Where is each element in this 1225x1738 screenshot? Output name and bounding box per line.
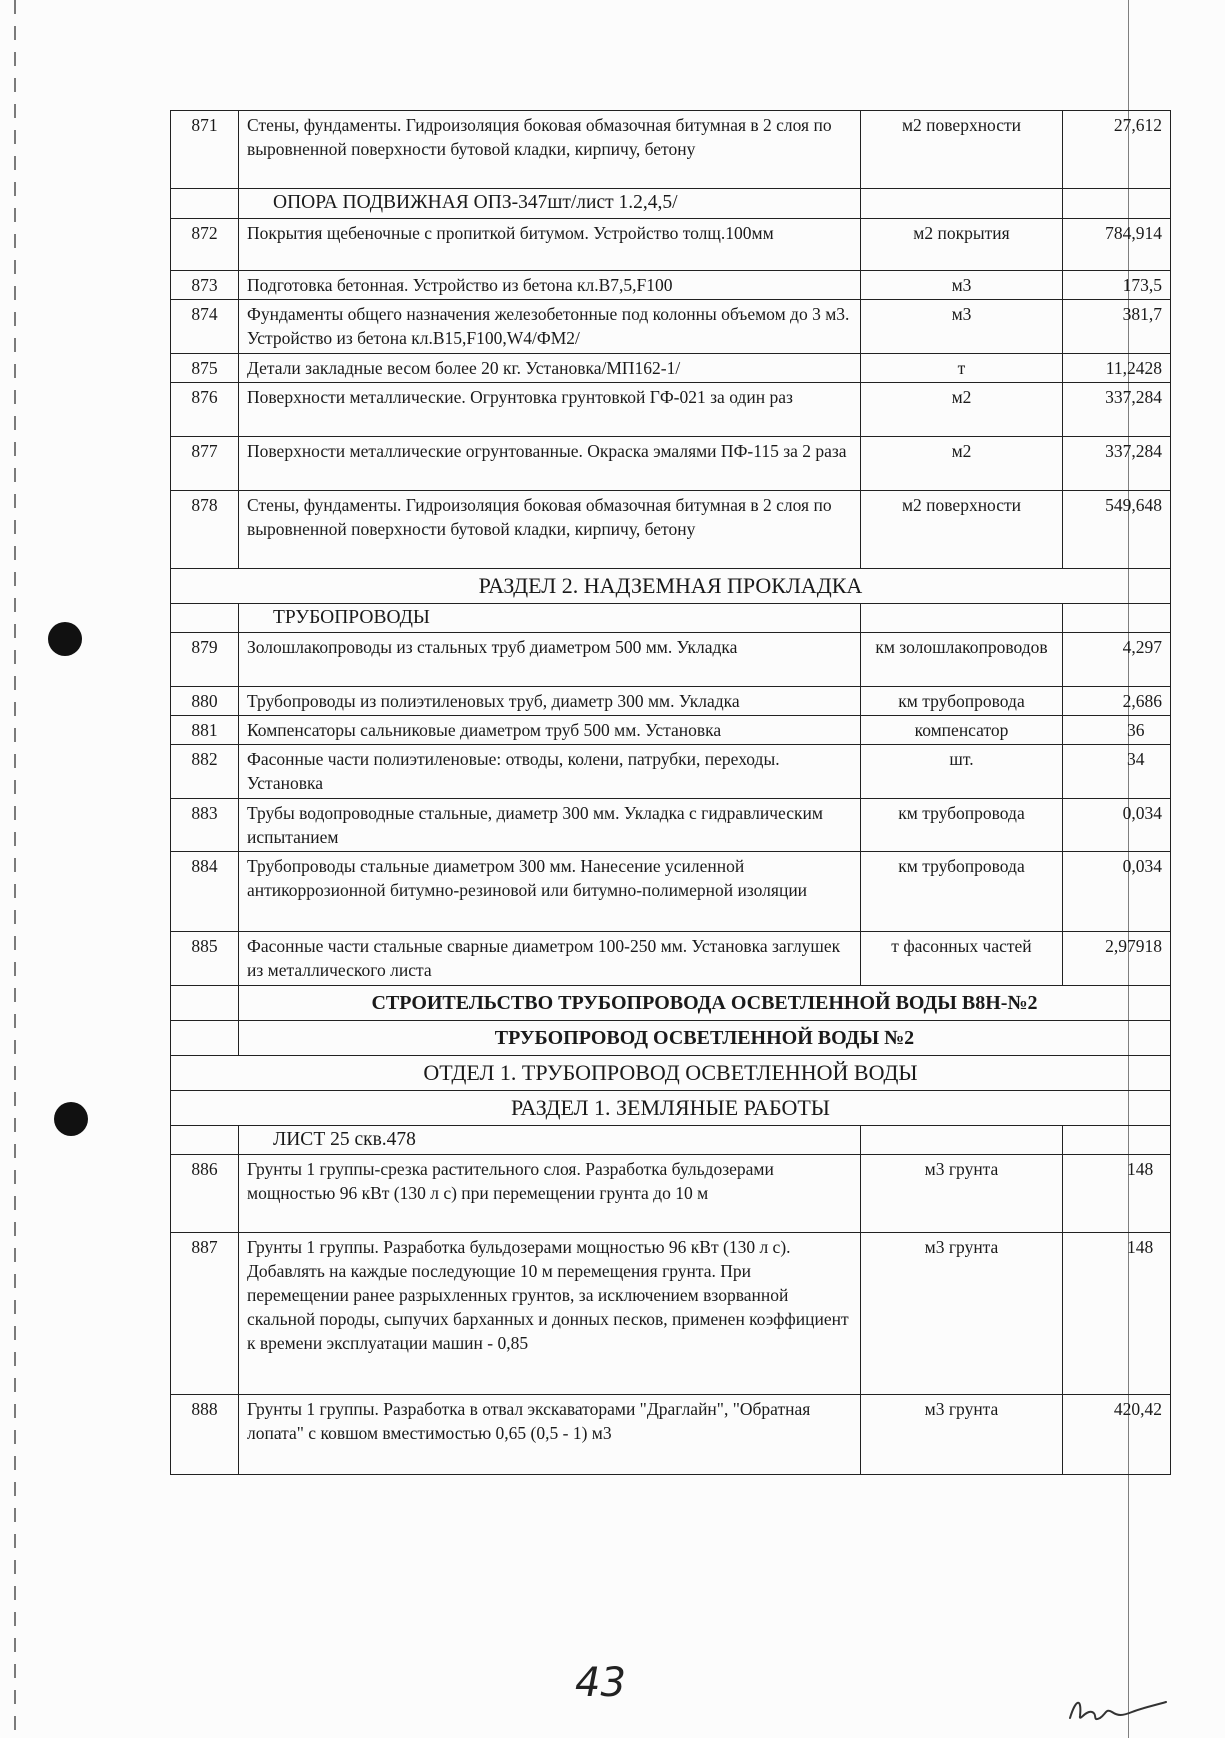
row-unit: км трубопровода	[861, 852, 1063, 932]
row-description: Детали закладные весом более 20 кг. Установка/МП162-1/	[239, 354, 861, 383]
row-quantity: 34	[1063, 745, 1171, 799]
row-description: Поверхности металлические огрунтованные. Окраска эмалями ПФ-115 за 2 раза	[239, 437, 861, 491]
row-quantity: 148	[1063, 1233, 1171, 1395]
row-description: Трубопроводы стальные диаметром 300 мм. Нанесение усиленной антикоррозионной битумно-резиновой или битумно-полимерной изоляции	[239, 852, 861, 932]
table-row	[171, 219, 1171, 271]
row-unit: м2 поверхности	[861, 111, 1063, 189]
row-description: Фундаменты общего назначения железобетонные под колонны объемом до 3 м3. Устройство из бетона кл.В15,F100,W4/ФМ2/	[239, 300, 861, 354]
subheading-row	[171, 189, 1171, 219]
row-description: Компенсаторы сальниковые диаметром труб 500 мм. Установка	[239, 716, 861, 745]
row-quantity: 549,648	[1063, 491, 1171, 569]
estimate-table	[170, 110, 1171, 1475]
row-number: 880	[171, 687, 239, 716]
row-number-empty	[171, 1021, 239, 1056]
row-number: 886	[171, 1155, 239, 1233]
row-unit: м3 грунта	[861, 1233, 1063, 1395]
punch-hole-top	[48, 622, 82, 656]
row-unit: компенсатор	[861, 716, 1063, 745]
table-row	[171, 687, 1171, 716]
row-number-empty	[171, 986, 239, 1021]
row-unit: км трубопровода	[861, 687, 1063, 716]
row-quantity: 4,297	[1063, 633, 1171, 687]
row-description: Покрытия щебеночные с пропиткой битумом. Устройство толщ.100мм	[239, 219, 861, 271]
row-number: 873	[171, 271, 239, 300]
row-quantity: 173,5	[1063, 271, 1171, 300]
row-quantity: 784,914	[1063, 219, 1171, 271]
row-number: 888	[171, 1395, 239, 1475]
row-description: Грунты 1 группы. Разработка в отвал экскаваторами "Драглайн", "Обратная лопата" с ковшом вместимостью 0,65 (0,5 - 1) м3	[239, 1395, 861, 1475]
row-number-empty	[171, 189, 239, 219]
table-row	[171, 1233, 1171, 1395]
row-number: 874	[171, 300, 239, 354]
row-number: 872	[171, 219, 239, 271]
table-row	[171, 383, 1171, 437]
row-description: Поверхности металлические. Огрунтовка грунтовкой ГФ-021 за один раз	[239, 383, 861, 437]
row-unit: м3	[861, 271, 1063, 300]
row-quantity: 2,686	[1063, 687, 1171, 716]
table-row	[171, 799, 1171, 852]
row-unit: м3 грунта	[861, 1395, 1063, 1475]
title-row	[171, 1021, 1171, 1056]
subheading-row	[171, 1126, 1171, 1155]
row-heading: ТРУБОПРОВОД ОСВЕТЛЕННОЙ ВОДЫ №2	[239, 1021, 1171, 1056]
row-heading: РАЗДЕЛ 1. ЗЕМЛЯНЫЕ РАБОТЫ	[171, 1091, 1171, 1126]
row-number: 884	[171, 852, 239, 932]
row-quantity: 27,612	[1063, 111, 1171, 189]
table-row	[171, 633, 1171, 687]
row-number: 877	[171, 437, 239, 491]
section-row	[171, 1091, 1171, 1126]
table-row	[171, 1395, 1171, 1475]
row-heading: ОТДЕЛ 1. ТРУБОПРОВОД ОСВЕТЛЕННОЙ ВОДЫ	[171, 1056, 1171, 1091]
row-description: Трубопроводы из полиэтиленовых труб, диаметр 300 мм. Укладка	[239, 687, 861, 716]
table-row	[171, 491, 1171, 569]
page-number: 43	[575, 1660, 626, 1706]
row-number: 871	[171, 111, 239, 189]
row-number: 879	[171, 633, 239, 687]
row-unit: км трубопровода	[861, 799, 1063, 852]
row-quantity: 381,7	[1063, 300, 1171, 354]
scan-edge-left	[14, 0, 16, 1738]
section-row	[171, 1056, 1171, 1091]
table-row	[171, 354, 1171, 383]
subheading-row	[171, 604, 1171, 633]
table-row	[171, 271, 1171, 300]
row-unit: т	[861, 354, 1063, 383]
row-quantity-empty	[1063, 604, 1171, 633]
row-quantity: 337,284	[1063, 437, 1171, 491]
row-quantity: 36	[1063, 716, 1171, 745]
row-unit: м2	[861, 383, 1063, 437]
row-heading: ТРУБОПРОВОДЫ	[239, 604, 861, 633]
table-row	[171, 745, 1171, 799]
row-unit: шт.	[861, 745, 1063, 799]
row-heading: РАЗДЕЛ 2. НАДЗЕМНАЯ ПРОКЛАДКА	[171, 569, 1171, 604]
row-quantity: 337,284	[1063, 383, 1171, 437]
row-number-empty	[171, 1126, 239, 1155]
row-description: Стены, фундаменты. Гидроизоляция боковая обмазочная битумная в 2 слоя по выровненной поверхности бутовой кладки, кирпичу, бетону	[239, 111, 861, 189]
row-number-empty	[171, 604, 239, 633]
row-number: 881	[171, 716, 239, 745]
row-quantity: 0,034	[1063, 799, 1171, 852]
row-unit: м3 грунта	[861, 1155, 1063, 1233]
table-row	[171, 111, 1171, 189]
estimate-table-body	[171, 111, 1171, 1475]
signature	[1062, 1688, 1172, 1728]
row-unit: м2	[861, 437, 1063, 491]
punch-hole-bottom	[54, 1102, 88, 1136]
section-row	[171, 569, 1171, 604]
row-unit: м3	[861, 300, 1063, 354]
row-number: 876	[171, 383, 239, 437]
row-quantity-empty	[1063, 1126, 1171, 1155]
row-heading: ОПОРА ПОДВИЖНАЯ ОПЗ-347шт/лист 1.2,4,5/	[239, 189, 861, 219]
row-unit-empty	[861, 604, 1063, 633]
table-row	[171, 716, 1171, 745]
row-heading: СТРОИТЕЛЬСТВО ТРУБОПРОВОДА ОСВЕТЛЕННОЙ ВОДЫ В8Н-№2	[239, 986, 1171, 1021]
table-row	[171, 1155, 1171, 1233]
row-quantity: 2,97918	[1063, 932, 1171, 986]
row-number: 878	[171, 491, 239, 569]
table-row	[171, 932, 1171, 986]
table-row	[171, 300, 1171, 354]
table-row	[171, 437, 1171, 491]
row-quantity-empty	[1063, 189, 1171, 219]
row-quantity: 148	[1063, 1155, 1171, 1233]
row-number: 887	[171, 1233, 239, 1395]
row-number: 875	[171, 354, 239, 383]
table-row	[171, 852, 1171, 932]
row-unit: км золошлакопроводов	[861, 633, 1063, 687]
row-quantity: 0,034	[1063, 852, 1171, 932]
row-description: Фасонные части стальные сварные диаметром 100-250 мм. Установка заглушек из металлического листа	[239, 932, 861, 986]
row-description: Подготовка бетонная. Устройство из бетона кл.В7,5,F100	[239, 271, 861, 300]
row-number: 885	[171, 932, 239, 986]
title-row	[171, 986, 1171, 1021]
row-quantity: 11,2428	[1063, 354, 1171, 383]
row-heading: ЛИСТ 25 скв.478	[239, 1126, 861, 1155]
row-number: 883	[171, 799, 239, 852]
row-unit: м2 покрытия	[861, 219, 1063, 271]
row-unit-empty	[861, 189, 1063, 219]
row-description: Стены, фундаменты. Гидроизоляция боковая обмазочная битумная в 2 слоя по выровненной поверхности бутовой кладки, кирпичу, бетону	[239, 491, 861, 569]
row-unit: т фасонных частей	[861, 932, 1063, 986]
row-description: Грунты 1 группы-срезка растительного слоя. Разработка бульдозерами мощностью 96 кВт (130 л с) при перемещении грунта до 10 м	[239, 1155, 861, 1233]
row-description: Фасонные части полиэтиленовые: отводы, колени, патрубки, переходы. Установка	[239, 745, 861, 799]
row-description: Золошлакопроводы из стальных труб диаметром 500 мм. Укладка	[239, 633, 861, 687]
row-unit: м2 поверхности	[861, 491, 1063, 569]
row-quantity: 420,42	[1063, 1395, 1171, 1475]
row-number: 882	[171, 745, 239, 799]
row-description: Трубы водопроводные стальные, диаметр 300 мм. Укладка с гидравлическим испытанием	[239, 799, 861, 852]
row-description: Грунты 1 группы. Разработка бульдозерами мощностью 96 кВт (130 л с). Добавлять на каждые последующие 10 м перемещения грунта. При перемещении ранее разрыхленных грунтов, за исключением взорванной скальной породы, сыпучих барханных и донных песков, применен коэффициент к времени эксплуатации машин - 0,85	[239, 1233, 861, 1395]
row-unit-empty	[861, 1126, 1063, 1155]
